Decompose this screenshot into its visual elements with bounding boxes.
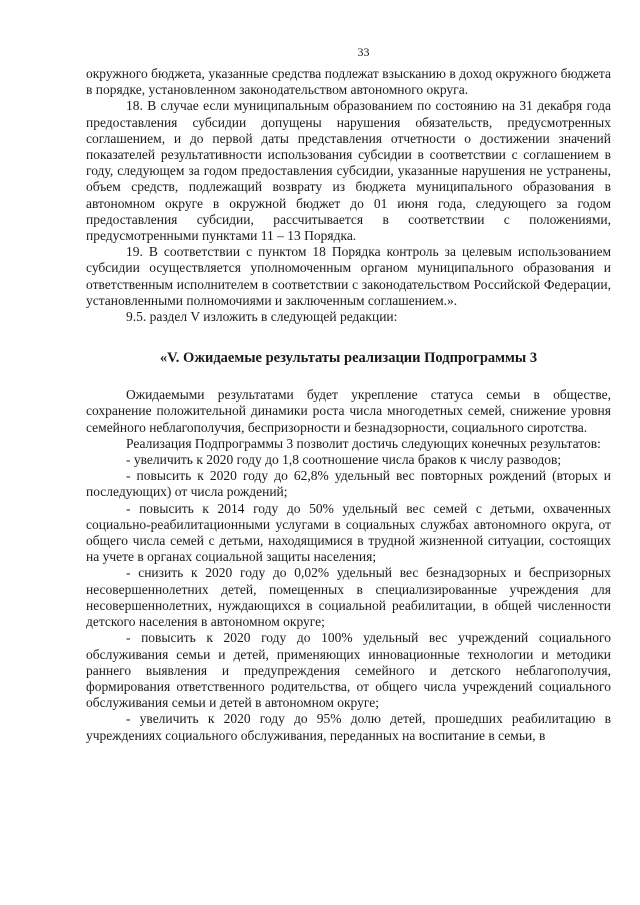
page-number: 33 — [357, 45, 370, 59]
paragraph: 9.5. раздел V изложить в следующей редакции: — [126, 309, 398, 325]
list-item: - повысить к 2020 году до 100% удельный вес учреждений социального обслуживания семьи и детей, применяющих инновационные технологии и методики раннего выявления и предупреждения семейного и детского неблагополучия, формирования ответственного родительства, от общего числа учреждений социального обслуживания семьи и детей в автономном округе; — [86, 630, 611, 711]
paragraph: Ожидаемыми результатами будет укрепление статуса семьи в обществе, сохранение положительной динамики роста числа многодетных семей, снижение уровня семейного неблагополучия, беспризорности и безнадзорности, социального сиротства. — [86, 387, 611, 435]
list-item: - повысить к 2014 году до 50% удельный вес семей с детьми, охваченных социально-реабилитационными услугами в социальных службах автономного округа, от общего числа семей с детьми, находящимися в трудной жизненной ситуации, состоящих на учете в органах социальной защиты населения; — [86, 500, 611, 565]
list-item: - увеличить к 2020 году до 95% долю детей, прошедших реабилитацию в учреждениях социального обслуживания, переданных на воспитание в семьи, в — [86, 711, 611, 743]
paragraph: Реализация Подпрограммы 3 позволит достичь следующих конечных результатов: — [126, 435, 601, 451]
paragraph: 19. В соответствии с пунктом 18 Порядка контроль за целевым использованием субсидии осуществляется уполномоченным органом муниципального образования и ответственным исполнителем в соответствии с законодательством Российской Федерации, установленными полномочиями и заключенным соглашением.». — [86, 244, 611, 308]
body-text-after — [86, 387, 611, 743]
body-text-before — [86, 66, 611, 325]
list-item: - повысить к 2020 году до 62,8% удельный вес повторных рождений (вторых и последующих) от числа рождений; — [86, 468, 611, 500]
section-heading: «V. Ожидаемые результаты реализации Подпрограммы 3 — [159, 350, 538, 367]
list-item: - увеличить к 2020 году до 1,8 соотношение числа браков к числу разводов; — [126, 452, 562, 468]
paragraph: 18. В случае если муниципальным образованием по состоянию на 31 декабря года предоставления субсидии допущены нарушения обязательств, предусмотренных соглашением, и до первой даты представления отчетности о достижении значений показателей результативности использования субсидии в соответствии с соглашением в году, следующем за годом предоставления субсидии, указанные нарушения не устранены, объем средств, подлежащий возврату из бюджета муниципального образования в автономном округе в окружной бюджет до 01 июня года, следующего за годом предоставления субсидии, рассчитывается в соответствии с положениями, предусмотренными пунктами 11 – 13 Порядка. — [86, 98, 611, 244]
paragraph: окружного бюджета, указанные средства подлежат взысканию в доход окружного бюджета в порядке, установленном законодательством автономного округа. — [86, 66, 611, 98]
list-item: - снизить к 2020 году до 0,02% удельный вес безнадзорных и беспризорных несовершеннолетних детей, помещенных в специализированные учреждения для несовершеннолетних, нуждающихся в социальной реабилитации, в общей численности детского населения в автономном округе; — [86, 565, 611, 630]
